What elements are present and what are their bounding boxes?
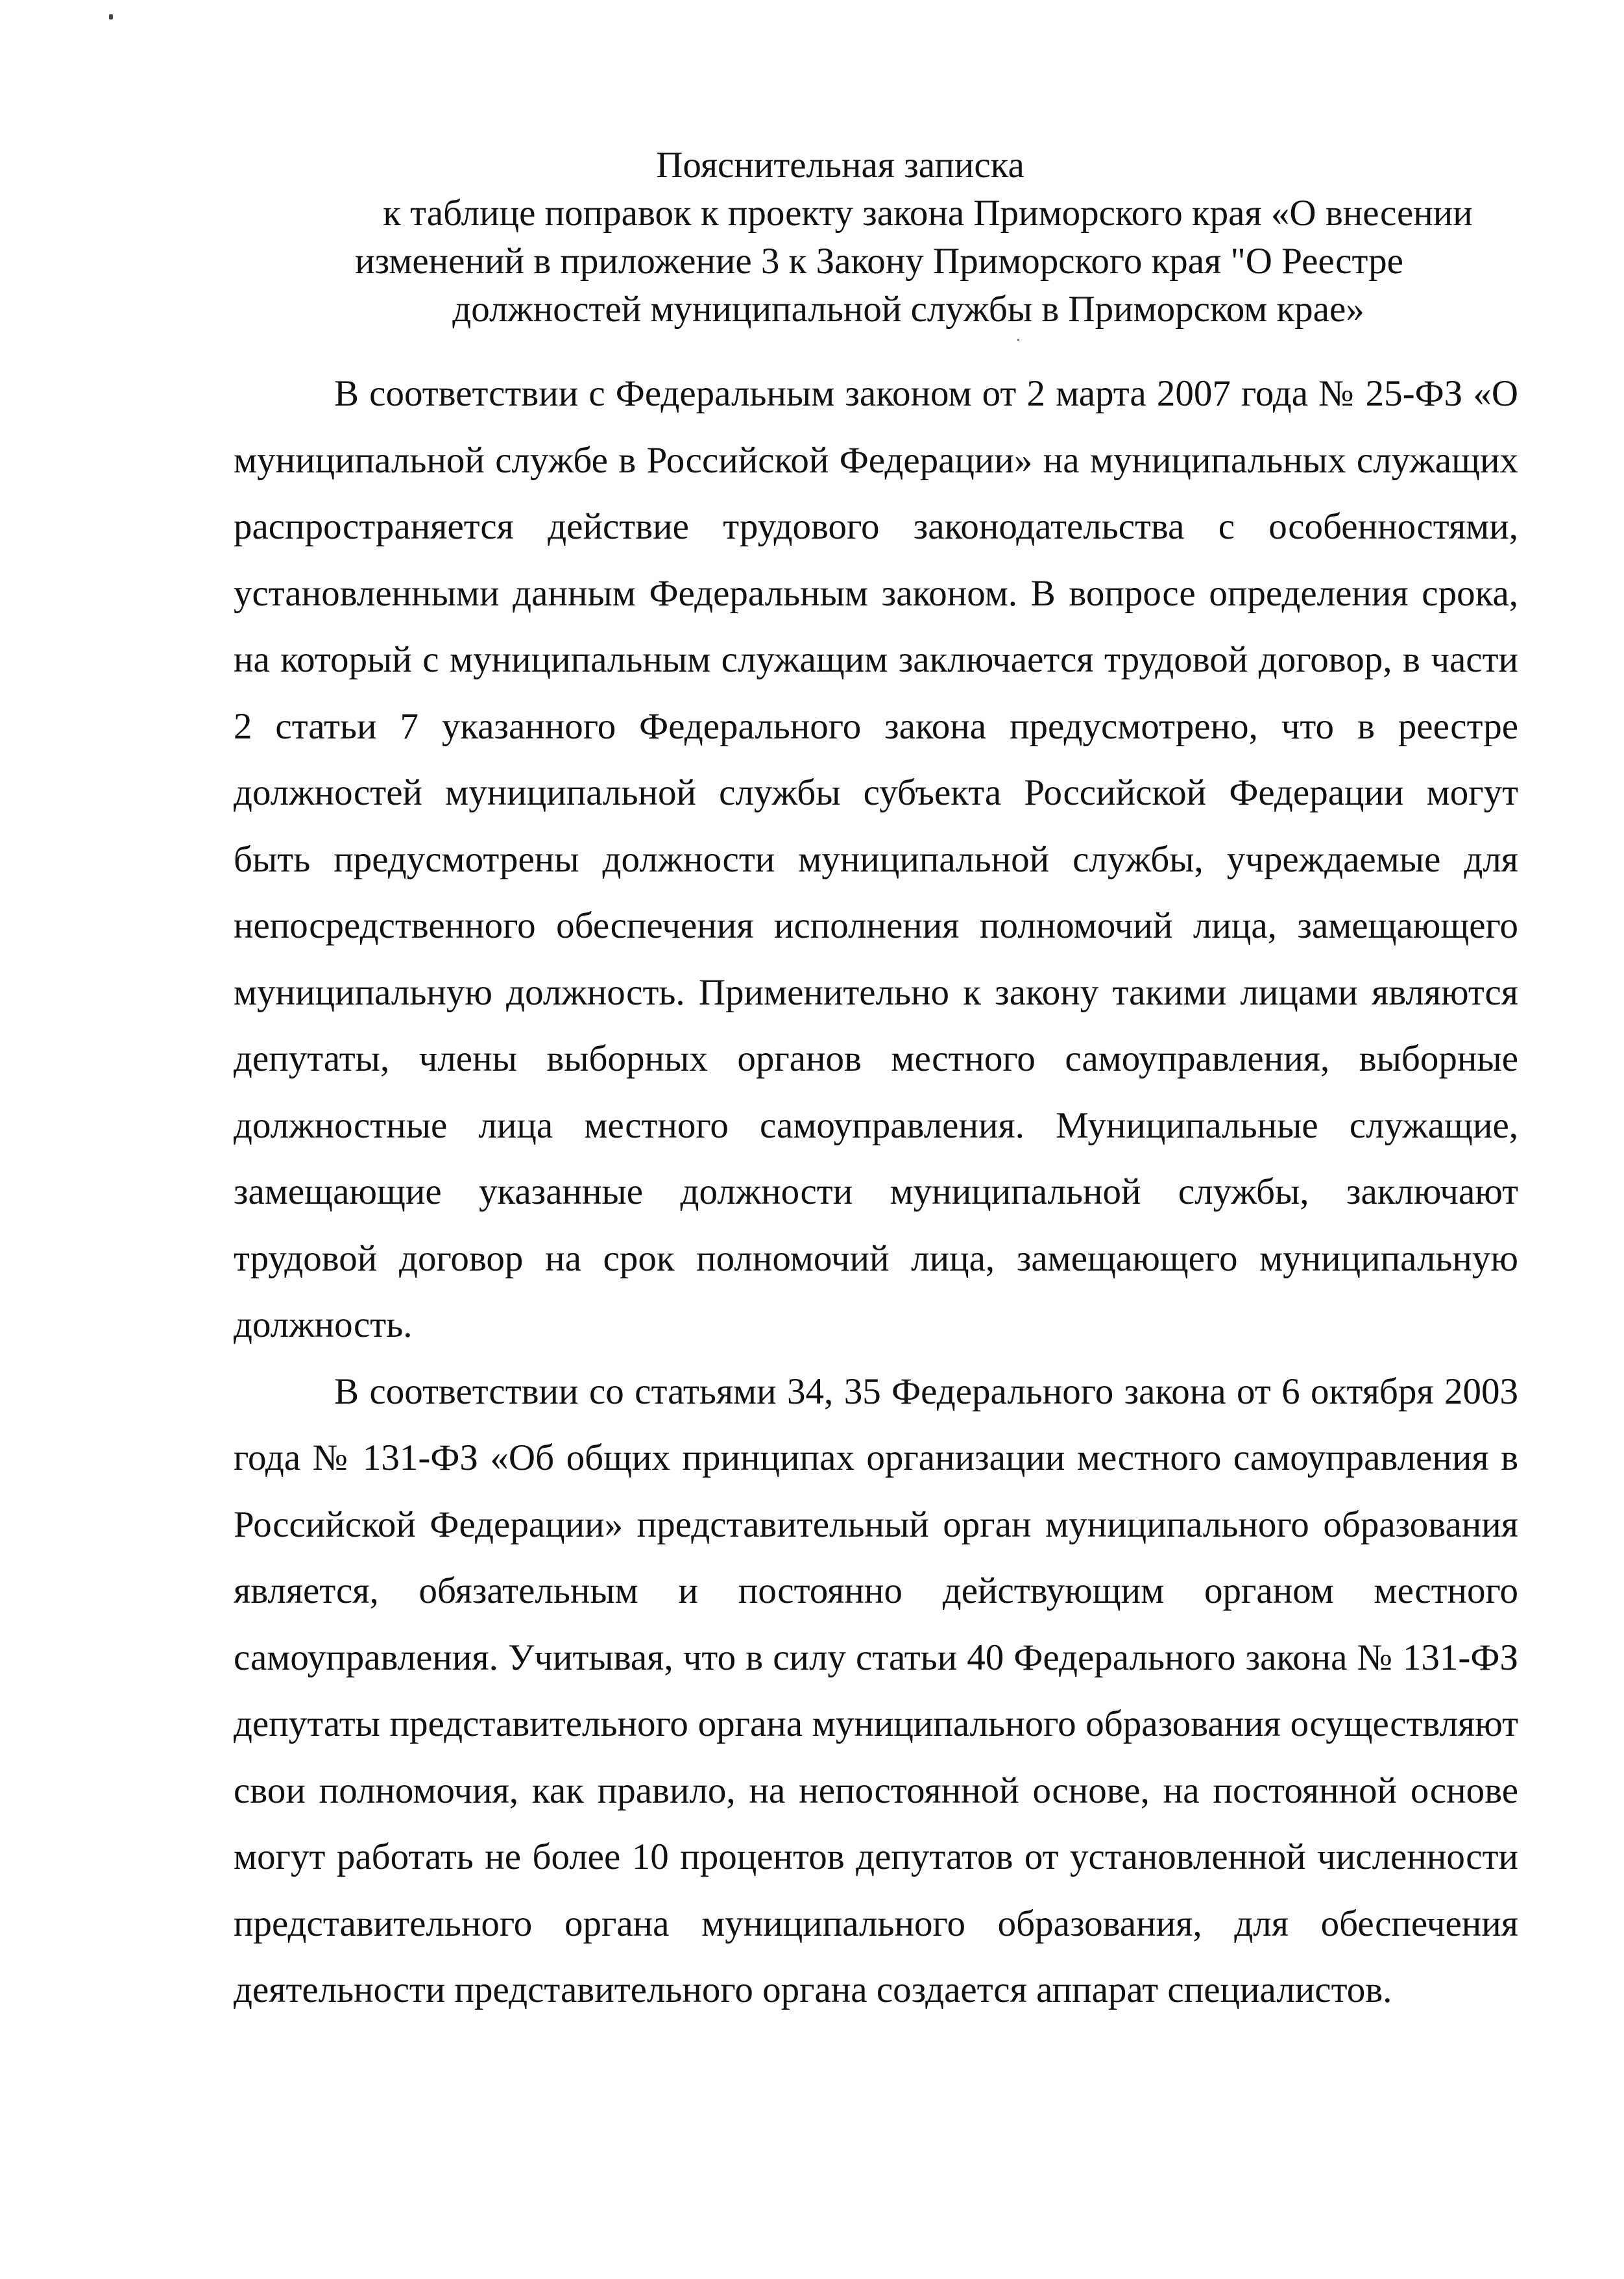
heading-subtitle-line-1: к таблице поправок к проекту закона Приморского края «О внесении [383, 193, 1473, 234]
paragraph-1: В соответствии с Федеральным законом от 2 марта 2007 года № 25-ФЗ «О муниципальной службе в Российской Федерации» на муниципальных служащих распространяется действие трудового законодательства с особенностями, установленными данным Федеральным законом. В вопросе определения срока, на который с муниципальным служащим заключается трудовой договор, в части 2 статьи 7 указанного Федерального закона предусмотрено, что в реестре должностей муниципальной службы субъекта Российской Федерации могут быть предусмотрены должности муниципальной службы, учреждаемые для непосредственного обеспечения исполнения полномочий лица, замещающего муниципальную должность. Применительно к закону такими лицами являются депутаты, члены выборных органов местного самоуправления, выборные должностные лица местного самоуправления. Муниципальные служащие, замещающие указанные должности муниципальной службы, заключают трудовой договор на срок полномочий лица, замещающего муниципальную должность. [234, 373, 1518, 1345]
heading-title: Пояснительная записка [656, 145, 1024, 186]
scan-artifact-mark [109, 14, 113, 19]
heading-subtitle-line-3: должностей муниципальной службы в Приморском крае» [452, 289, 1364, 330]
heading-subtitle-line-2: изменений в приложение 3 к Закону Приморского края "О Реестре [355, 241, 1403, 282]
scan-artifact-dot [1017, 339, 1019, 341]
paragraph-2: В соответствии со статьями 34, 35 Федерального закона от 6 октября 2003 года № 131-ФЗ «Об общих принципах организации местного самоуправления в Российской Федерации» представительный орган муниципального образования является, обязательным и постоянно действующим органом местного самоуправления. Учитывая, что в силу статьи 40 Федерального закона № 131-ФЗ депутаты представительного органа муниципального образования осуществляют свои полномочия, как правило, на непостоянной основе, на постоянной основе могут работать не более 10 процентов депутатов от установленной численности представительного органа муниципального образования, для обеспечения деятельности представительного органа создается аппарат специалистов. [234, 1371, 1518, 2010]
document-heading [311, 141, 1544, 334]
document-body [234, 361, 1518, 2024]
